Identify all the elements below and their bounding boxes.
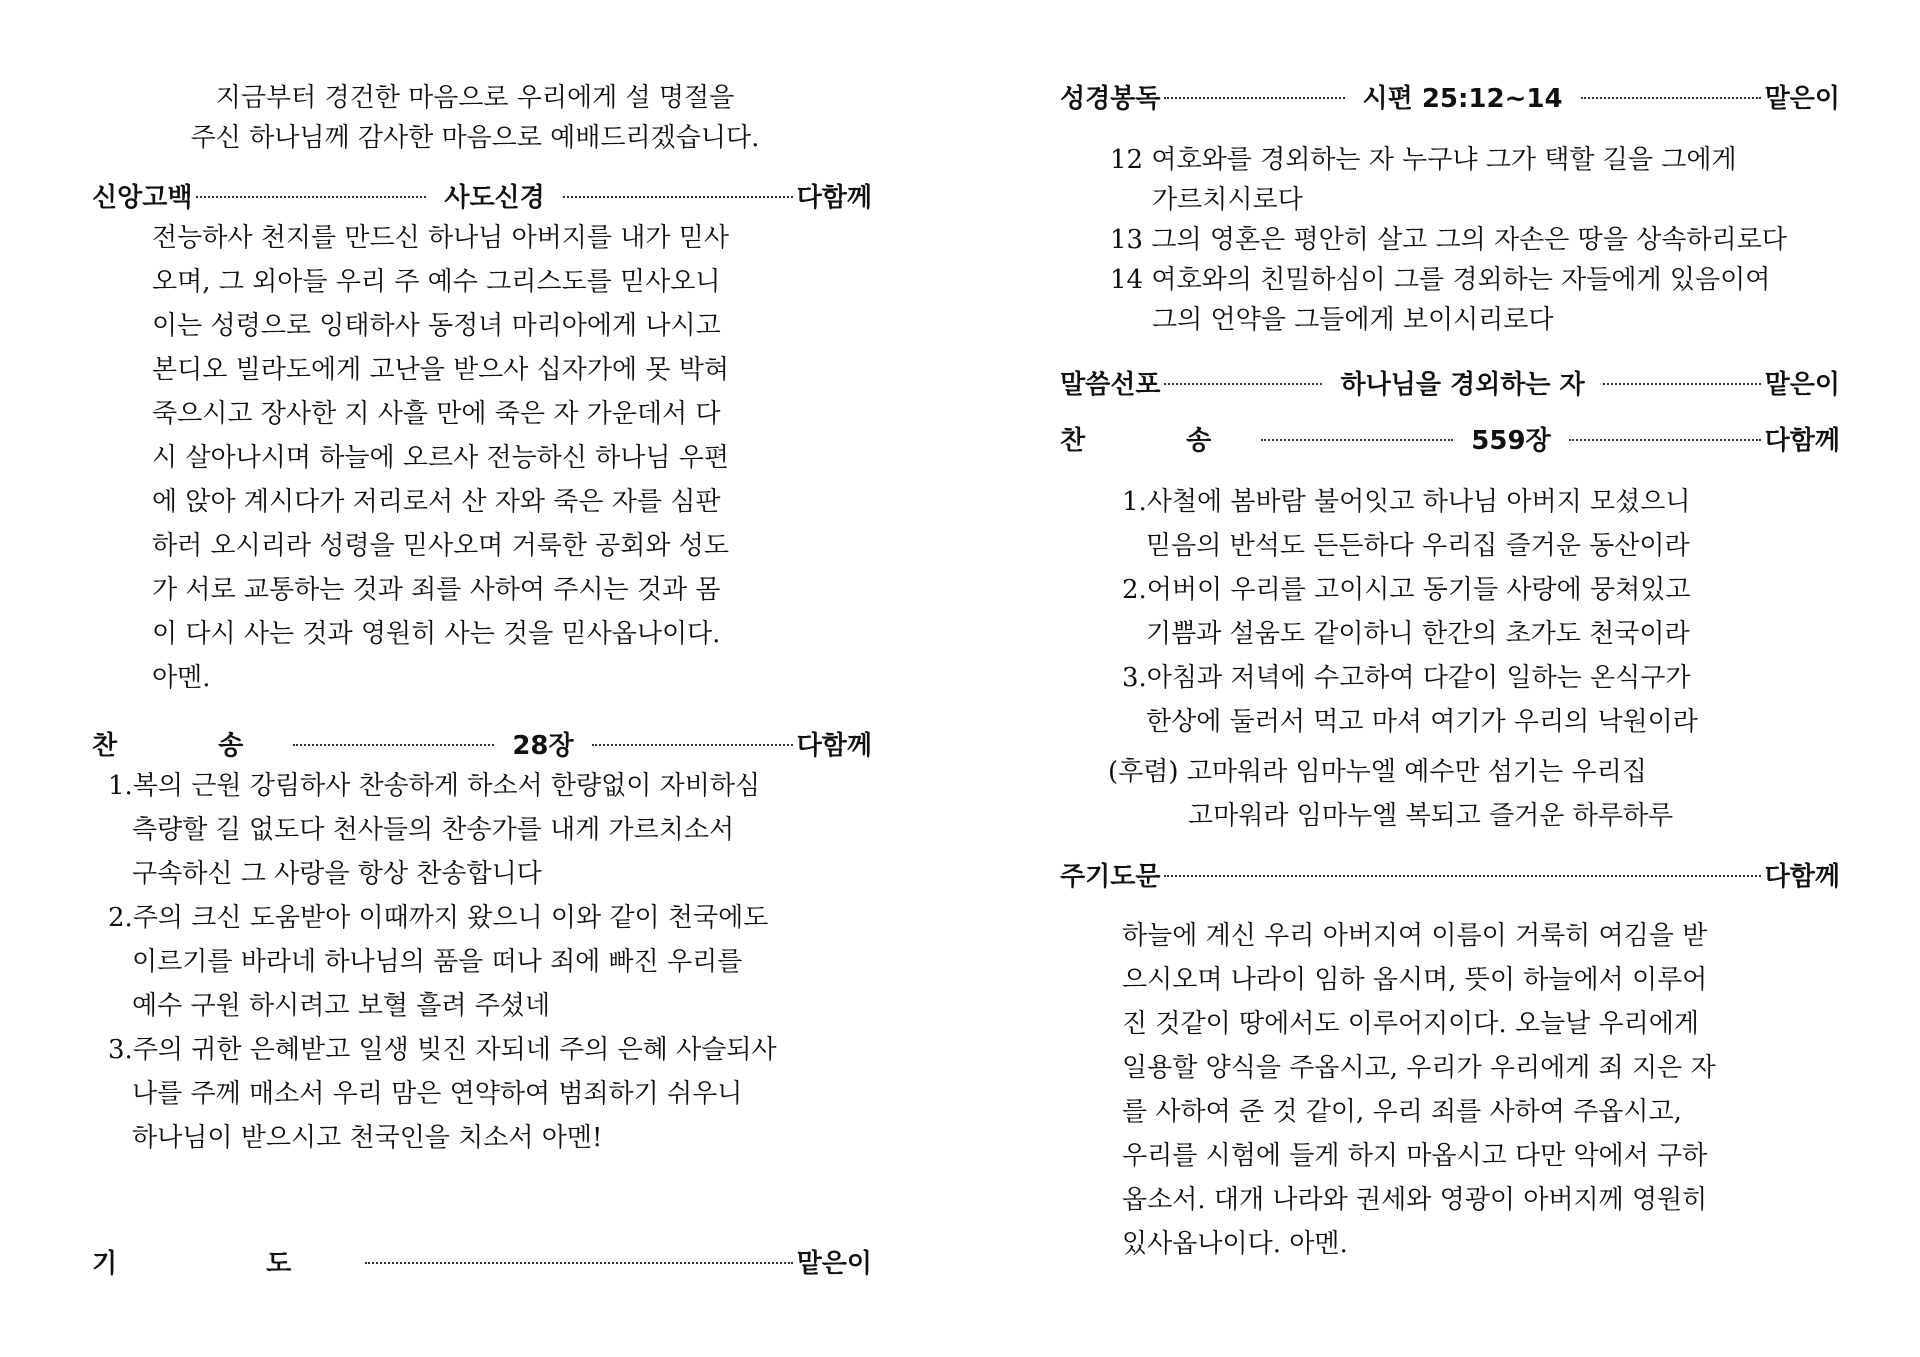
- creed-title: 사도신경: [444, 182, 545, 213]
- hymn-lyrics: [108, 764, 777, 1160]
- creed-line: 죽으시고 장사한 지 사흘 만에 죽은 자 가운데서 다: [152, 399, 721, 429]
- dot-leader: [1603, 383, 1761, 385]
- prayer-line: 우리를 시험에 들게 하지 마옵시고 다만 악에서 구하: [1122, 1141, 1708, 1171]
- prayer-line: 를 사하여 준 것 같이, 우리 죄를 사하여 주옵시고,: [1122, 1097, 1682, 1127]
- creed-line: 오며, 그 외아들 우리 주 예수 그리스도를 믿사오니: [152, 267, 721, 297]
- hymn-line: 기쁨과 설움도 같이하니 한간의 초가도 천국이라: [1146, 619, 1690, 649]
- dot-leader: [1581, 97, 1761, 99]
- hymn2-lyrics: [1122, 480, 1698, 744]
- creed-line: 본디오 빌라도에게 고난을 받으사 십자가에 못 박혀: [152, 355, 730, 385]
- hymn2-label: 찬 송: [1060, 425, 1258, 456]
- lords-prayer-label: 주기도문: [1060, 861, 1161, 892]
- prayer-line: 으시오며 나라이 임하 옵시며, 뜻이 하늘에서 이루어: [1122, 965, 1708, 995]
- hymn-number: 28장: [512, 730, 574, 761]
- hymn-line: 2.어버이 우리를 고이시고 동기들 사랑에 뭉쳐있고: [1122, 575, 1691, 605]
- creed-line: 가 서로 교통하는 것과 죄를 사하여 주시는 것과 몸: [152, 575, 721, 605]
- hymn-line: 나를 주께 매소서 우리 맘은 연약하여 범죄하기 쉬우니: [132, 1079, 743, 1109]
- hymn-line: 이르기를 바라네 하나님의 품을 떠나 죄에 빠진 우리를: [132, 947, 743, 977]
- verse-line: 가르치시로다: [1152, 185, 1303, 215]
- creed-who: 다함께: [796, 182, 873, 213]
- verse-line: 14 여호와의 친밀하심이 그를 경외하는 자들에게 있음이여: [1110, 265, 1771, 295]
- prayer-line: 하늘에 계신 우리 아버지여 이름이 거룩히 여김을 받: [1122, 921, 1708, 951]
- sermon-header: [1060, 362, 1840, 402]
- dot-leader: [1164, 383, 1322, 385]
- scripture-who: 맡은이: [1764, 83, 1840, 114]
- hymn-line: 3.아침과 저녁에 수고하여 다같이 일하는 온식구가: [1122, 663, 1691, 693]
- lords-prayer-text: [1122, 914, 1782, 1266]
- hymn-line: 2.주의 크신 도움받아 이때까지 왔으니 이와 같이 천국에도: [108, 903, 769, 933]
- creed-header: [92, 175, 872, 215]
- hymn-line: 1.복의 근원 강림하사 찬송하게 하소서 한량없이 자비하심: [108, 771, 761, 801]
- hymn-line: 믿음의 반석도 든든하다 우리집 즐거운 동산이라: [1146, 531, 1690, 561]
- creed-line: 전능하사 천지를 만드신 하나님 아버지를 내가 믿사: [152, 223, 730, 253]
- creed-line: 아멘.: [152, 663, 211, 693]
- dot-leader: [293, 744, 494, 746]
- lords-prayer-header: [1060, 854, 1840, 894]
- prayer-label: 기 도: [92, 1248, 362, 1279]
- hymn2-number: 559장: [1471, 425, 1551, 456]
- hymn-who: 다함께: [796, 730, 872, 761]
- prayer-header: [92, 1241, 872, 1281]
- hymn-line: 예수 구원 하시려고 보혈 흘려 주셨네: [132, 991, 551, 1021]
- dot-leader: [1569, 439, 1761, 441]
- hymn-label: 찬 송: [92, 730, 290, 761]
- sermon-who: 맡은이: [1764, 369, 1841, 400]
- dot-leader: [365, 1262, 792, 1264]
- lords-prayer-who: 다함께: [1764, 861, 1840, 892]
- prayer-line: 일용할 양식을 주옵시고, 우리가 우리에게 죄 지은 자: [1122, 1053, 1716, 1083]
- verse-line: 그의 언약을 그들에게 보이시리로다: [1152, 305, 1554, 335]
- prayer-line: 진 것같이 땅에서도 이루어지이다. 오늘날 우리에게: [1122, 1009, 1700, 1039]
- hymn-line: 한상에 둘러서 먹고 마셔 여기가 우리의 낙원이라: [1146, 707, 1698, 737]
- creed-text: [152, 216, 812, 700]
- hymn-line: 3.주의 귀한 은혜받고 일생 빚진 자되네 주의 은혜 사슬되사: [108, 1035, 777, 1065]
- sermon-title: 하나님을 경외하는 자: [1340, 369, 1585, 400]
- intro-line: 지금부터 경건한 마음으로 우리에게 설 명절을: [215, 83, 735, 113]
- creed-label: 신앙고백: [92, 182, 193, 213]
- dot-leader: [196, 196, 426, 198]
- refrain-line: 고마워라 임마누엘 복되고 즐거운 하루하루: [1188, 801, 1674, 831]
- right-page: [960, 0, 1920, 1357]
- dot-leader: [1261, 439, 1453, 441]
- intro-text: [150, 78, 800, 158]
- hymn-line: 1.사철에 봄바람 불어잇고 하나님 아버지 모셨으니: [1122, 487, 1691, 517]
- dot-leader: [563, 196, 793, 198]
- hymn-line: 구속하신 그 사랑을 항상 찬송합니다: [132, 859, 542, 889]
- dot-leader: [592, 744, 793, 746]
- verse-line: 13 그의 영혼은 평안히 살고 그의 자손은 땅을 상속하리로다: [1110, 225, 1787, 255]
- hymn-header: [92, 723, 872, 763]
- scripture-ref: 시편 25:12~14: [1362, 83, 1563, 114]
- creed-line: 에 앉아 계시다가 저리로서 산 자와 죽은 자를 심판: [152, 487, 721, 517]
- dot-leader: [1164, 875, 1760, 877]
- scripture-label: 성경봉독: [1060, 83, 1161, 114]
- hymn-line: 하나님이 받으시고 천국인을 치소서 아멘!: [132, 1123, 603, 1153]
- hymn2-who: 다함께: [1764, 425, 1841, 456]
- hymn-line: 측량할 길 없도다 천사들의 찬송가를 내게 가르치소서: [132, 815, 735, 845]
- creed-line: 시 살아나시며 하늘에 오르사 전능하신 하나님 우편: [152, 443, 730, 473]
- sermon-label: 말씀선포: [1060, 369, 1161, 400]
- intro-line: 주신 하나님께 감사한 마음으로 예배드리겠습니다.: [190, 123, 760, 153]
- refrain-line: (후렴) 고마워라 임마누엘 예수만 섬기는 우리집: [1108, 757, 1647, 787]
- refrain: [1108, 750, 1673, 838]
- hymn2-header: [1060, 418, 1840, 458]
- scripture-verses: [1110, 140, 1787, 340]
- creed-line: 하러 오시리라 성령을 믿사오며 거룩한 공회와 성도: [152, 531, 730, 561]
- verse-line: 12 여호와를 경외하는 자 누구냐 그가 택할 길을 그에게: [1110, 145, 1737, 175]
- creed-line: 이는 성령으로 잉태하사 동정녀 마리아에게 나시고: [152, 311, 721, 341]
- creed-line: 이 다시 사는 것과 영원히 사는 것을 믿사옵나이다.: [152, 619, 721, 649]
- dot-leader: [1164, 97, 1344, 99]
- scripture-header: [1060, 76, 1840, 116]
- prayer-line: 있사옵나이다. 아멘.: [1122, 1229, 1348, 1259]
- prayer-who: 맡은이: [796, 1248, 872, 1279]
- prayer-line: 옵소서. 대개 나라와 권세와 영광이 아버지께 영원히: [1122, 1185, 1708, 1215]
